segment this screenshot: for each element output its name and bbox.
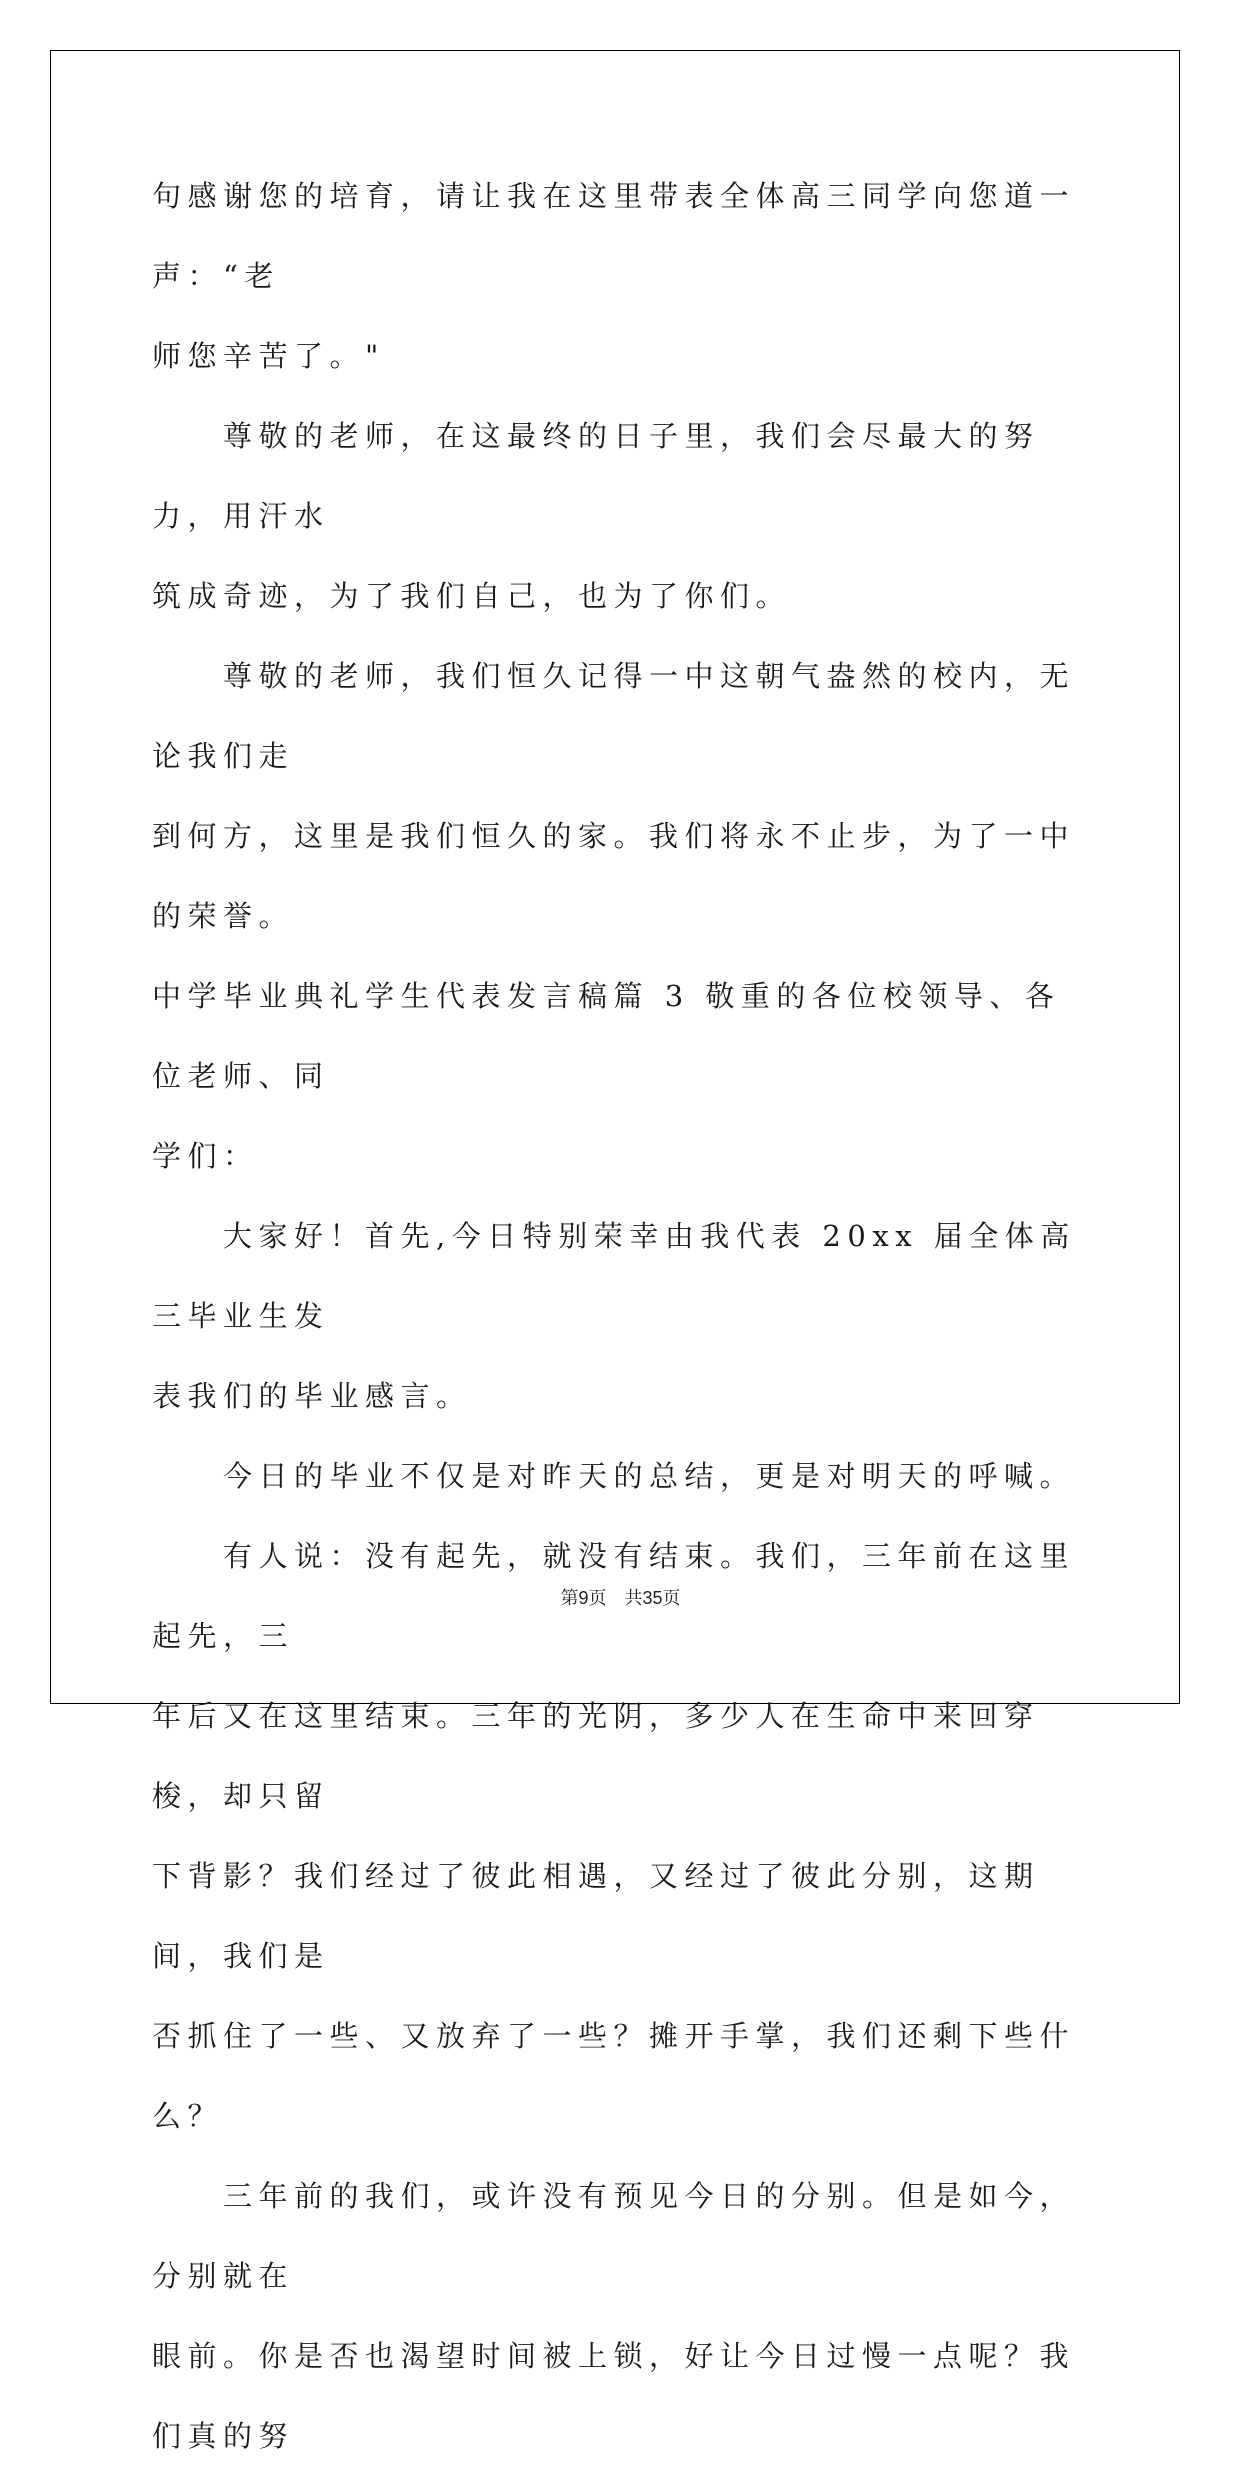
paragraph: 尊敬的老师，在这最终的日子里，我们会尽最大的努力，用汗水 筑成奇迹，为了我们自己，也为了你们。 — [152, 419, 1040, 613]
total-pages-number: 35 — [642, 1588, 663, 1608]
current-page-number: 9 — [578, 1588, 589, 1608]
page-footer — [0, 1586, 1241, 1611]
document-body — [152, 156, 1082, 2476]
paragraph: 句感谢您的培育，请让我在这里带表全体高三同学向您道一声：“老 师您辛苦了。" — [152, 179, 1076, 373]
paragraph: 今日的毕业不仅是对昨天的总结，更是对明天的呼喊。 — [152, 1459, 1076, 1493]
footer-suffix: 页 — [662, 1588, 681, 1609]
footer-middle: 页 共 — [588, 1588, 643, 1609]
paragraph: 大家好！首先,今日特别荣幸由我代表 20xx 届全体高三毕业生发 表我们的毕业感言。 — [152, 1219, 1076, 1413]
paragraph: 中学毕业典礼学生代表发言稿篇 3 敬重的各位校领导、各位老师、同 学们： — [152, 979, 1061, 1173]
footer-prefix: 第 — [560, 1588, 579, 1609]
paragraph: 有人说：没有起先，就没有结束。我们，三年前在这里起先，三 年后又在这里结束。三年的光阴，多少人在生命中来回穿梭，却只留 下背影？我们经过了彼此相遇，又经过了彼此分别，这期间，我们是 否抓住了一些、又放弃了一些？摊开手掌，我们还剩下些什么？ — [152, 1539, 1076, 2133]
paragraph: 三年前的我们，或许没有预见今日的分别。但是如今，分别就在 眼前。你是否也渴望时间被上锁，好让今日过慢一点呢？我们真的努 — [152, 2179, 1076, 2453]
paragraph: 尊敬的老师，我们恒久记得一中这朝气盎然的校内，无论我们走 到何方，这里是我们恒久的家。我们将永不止步，为了一中的荣誉。 — [152, 659, 1076, 933]
